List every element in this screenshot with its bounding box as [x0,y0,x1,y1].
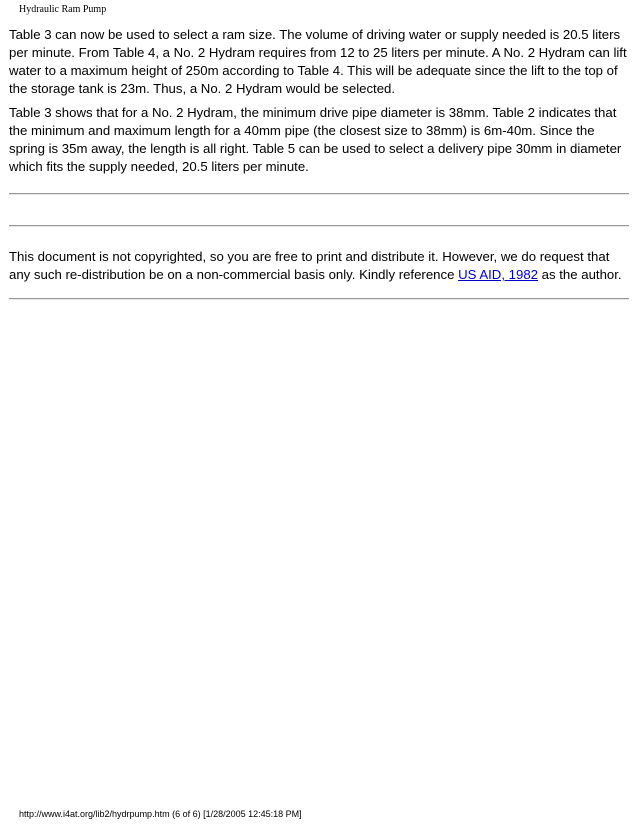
body-paragraph-drive-pipe: Table 3 shows that for a No. 2 Hydram, the minimum drive pipe diameter is 38mm. Table 2 indicates that the minimum and maximum length for a 40mm pipe (the closest size to 38mm) is 6m-40m. Since the spring is 35m away, the length is all right. Table 5 can be used to select a delivery pipe 30mm in diameter which fits the supply needed, 20.5 liters per minute. [9,105,622,174]
copyright-notice-text-end: as the author. [538,267,622,282]
page-header-title: Hydraulic Ram Pump [19,4,107,15]
copyright-notice [9,248,633,284]
copyright-notice-text: This document is not copyrighted, so you are free to print and distribute it. However, we do request that any such re-distribution be on a non-commercial basis only. Kindly reference [9,249,610,282]
document-content [9,26,633,300]
horizontal-divider [9,193,629,195]
body-paragraph-ram-size: Table 3 can now be used to select a ram size. The volume of driving water or supply needed is 20.5 liters per minute. From Table 4, a No. 2 Hydram requires from 12 to 25 liters per minute. A No. 2 Hydram can lift water to a maximum height of 250m according to Table 4. This will be adequate since the lift to the top of the storage tank is 23m. Thus, a No. 2 Hydram would be selected. [9,27,627,96]
horizontal-divider [9,225,629,227]
author-reference-link[interactable]: US AID, 1982 [458,267,538,282]
page-footer-url: http://www.i4at.org/lib2/hydrpump.htm (6 of 6) [1/28/2005 12:45:18 PM] [19,809,302,819]
horizontal-divider [9,298,629,300]
